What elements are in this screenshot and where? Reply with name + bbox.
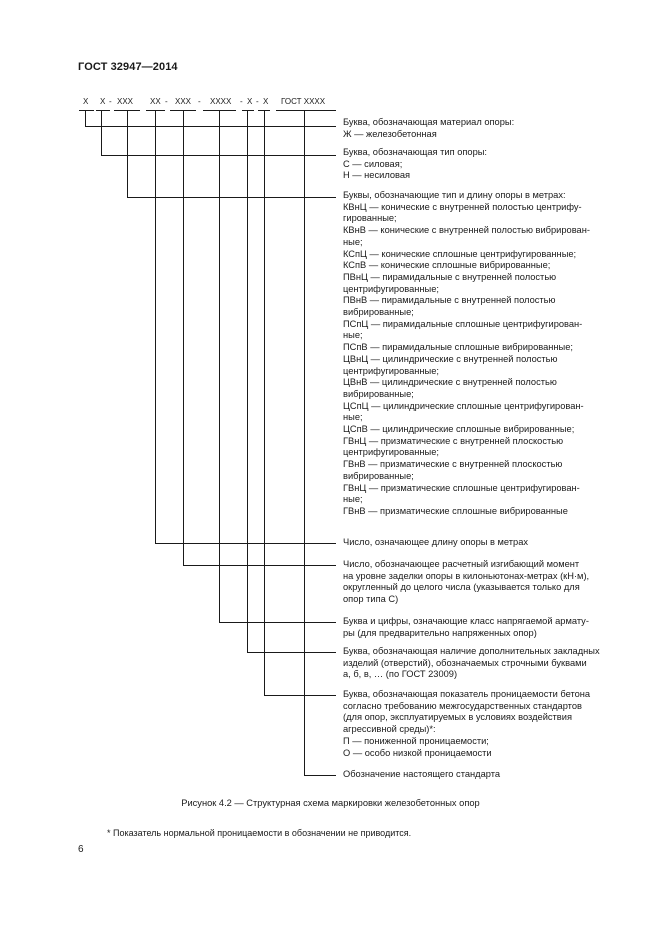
code-token: ГОСТ ХХХХ bbox=[281, 97, 326, 106]
code-token: Х bbox=[83, 97, 89, 106]
code-token: Х bbox=[247, 97, 253, 106]
desc-line: Н — несиловая bbox=[343, 170, 411, 181]
desc-line: Число, обозначающее расчетный изгибающий момент bbox=[343, 559, 580, 569]
footnote: * Показатель нормальной проницаемости в обозначении не приводится. bbox=[107, 828, 412, 838]
desc-line: ГВнЦ — призматические с внутренней плоскостью bbox=[343, 435, 564, 446]
figure-caption: Рисунок 4.2 — Структурная схема маркировки железобетонных опор bbox=[181, 798, 480, 808]
connector-length bbox=[156, 111, 337, 544]
desc-line: КВнВ — конические с внутренней полостью вибрирован- bbox=[343, 225, 590, 236]
desc-line: ГВнВ — призматические с внутренней плоскостью bbox=[343, 459, 563, 470]
code-token: - bbox=[165, 97, 168, 106]
code-token: ХХХХ bbox=[210, 97, 232, 106]
connector-standard bbox=[305, 111, 337, 776]
desc-line: ные; bbox=[343, 236, 363, 247]
desc-line: Буква, обозначающая наличие дополнительных закладных bbox=[343, 646, 600, 656]
desc-line: агрессивной среды)*: bbox=[343, 724, 436, 735]
description-permeability bbox=[343, 689, 613, 759]
description-moment bbox=[343, 559, 613, 606]
description-embedded-parts bbox=[343, 646, 613, 681]
desc-line: КСпЦ — конические сплошные центрифугированные; bbox=[343, 248, 577, 259]
desc-line: КСпВ — конические сплошные вибрированные; bbox=[343, 260, 551, 271]
code-token: - bbox=[256, 97, 259, 106]
connector-reinforcement bbox=[220, 111, 337, 623]
desc-line: ные; bbox=[343, 412, 363, 423]
description-standard bbox=[343, 769, 613, 781]
desc-line: ПСпЦ — пирамидальные сплошные центрифугирован- bbox=[343, 318, 583, 329]
desc-line: С — силовая; bbox=[343, 158, 403, 169]
desc-line: гированные; bbox=[343, 213, 397, 224]
desc-line: Буквы, обозначающие тип и длину опоры в метрах: bbox=[343, 190, 566, 200]
desc-line: Буква, обозначающая материал опоры: bbox=[343, 117, 515, 127]
desc-line: ЦВнЦ — цилиндрические с внутренней полостью bbox=[343, 353, 558, 364]
desc-line: Буква, обозначающая тип опоры: bbox=[343, 147, 488, 157]
code-token: - bbox=[240, 97, 243, 106]
description-type-length bbox=[343, 190, 613, 518]
desc-line: на уровне заделки опоры в килоньютонах-метрах (кН·м), bbox=[343, 570, 590, 581]
code-token: - bbox=[198, 97, 201, 106]
connector-permeability bbox=[265, 111, 337, 696]
desc-line: изделий (отверстий), обозначаемых строчными буквами bbox=[343, 657, 587, 668]
desc-line: ры (для предварительно напряженных опор) bbox=[343, 627, 537, 638]
desc-line: Ж — железобетонная bbox=[343, 128, 437, 139]
desc-line: Число, означающее длину опоры в метрах bbox=[343, 537, 529, 547]
desc-line: ПВнВ — пирамидальные с внутренней полостью bbox=[343, 295, 556, 306]
desc-line: ГВнЦ — призматические сплошные центрифугирован- bbox=[343, 482, 580, 493]
desc-line: согласно требованию межгосударственных стандартов bbox=[343, 700, 582, 711]
code-token: - bbox=[109, 97, 112, 106]
desc-line: ГВнВ — призматические сплошные вибрированные bbox=[343, 505, 568, 516]
connector-moment bbox=[184, 111, 337, 566]
description-reinforcement bbox=[343, 616, 613, 639]
desc-line: П — пониженной проницаемости; bbox=[343, 735, 489, 746]
connector-type bbox=[102, 111, 337, 156]
desc-line: ЦСпВ — цилиндрические сплошные вибрированные; bbox=[343, 424, 575, 435]
document-header: ГОСТ 32947—2014 bbox=[78, 61, 178, 73]
desc-line: КВнЦ — конические с внутренней полостью центрифу- bbox=[343, 201, 582, 212]
code-token: ХХХ bbox=[175, 97, 192, 106]
desc-line: центрифугированные; bbox=[343, 283, 439, 294]
desc-line: вибрированные; bbox=[343, 470, 414, 481]
description-type bbox=[343, 147, 613, 182]
desc-line: опор типа С) bbox=[343, 594, 399, 605]
code-token: ХХ bbox=[150, 97, 161, 106]
desc-line: ЦВнВ — цилиндрические с внутренней полостью bbox=[343, 377, 557, 388]
description-length bbox=[343, 537, 613, 549]
desc-line: ЦСпЦ — цилиндрические сплошные центрифугирован- bbox=[343, 400, 584, 411]
desc-line: ные; bbox=[343, 330, 363, 341]
desc-line: Буква и цифры, означающие класс напрягаемой армату- bbox=[343, 616, 589, 626]
code-token: Х bbox=[100, 97, 106, 106]
desc-line: вибрированные; bbox=[343, 307, 414, 318]
code-token: ХХХ bbox=[117, 97, 134, 106]
connector-embedded-parts bbox=[248, 111, 337, 653]
connector-material bbox=[86, 111, 337, 127]
desc-line: ПВнЦ — пирамидальные с внутренней полостью bbox=[343, 271, 557, 282]
desc-line: ные; bbox=[343, 494, 363, 505]
desc-line: центрифугированные; bbox=[343, 447, 439, 458]
code-token: Х bbox=[263, 97, 269, 106]
desc-line: вибрированные; bbox=[343, 388, 414, 399]
desc-line: центрифугированные; bbox=[343, 365, 439, 376]
desc-line: а, б, в, … (по ГОСТ 23009) bbox=[343, 669, 458, 680]
desc-line: округленный до целого числа (указывается только для bbox=[343, 582, 580, 593]
desc-line: О — особо низкой проницаемости bbox=[343, 747, 492, 758]
desc-line: (для опор, эксплуатируемых в условиях воздействия bbox=[343, 712, 572, 723]
description-material bbox=[343, 117, 613, 140]
desc-line: ПСпВ — пирамидальные сплошные вибрированные; bbox=[343, 342, 573, 353]
desc-line: Буква, обозначающая показатель проницаемости бетона bbox=[343, 689, 591, 699]
desc-line: Обозначение настоящего стандарта bbox=[343, 769, 501, 779]
page-number: 6 bbox=[78, 844, 84, 855]
